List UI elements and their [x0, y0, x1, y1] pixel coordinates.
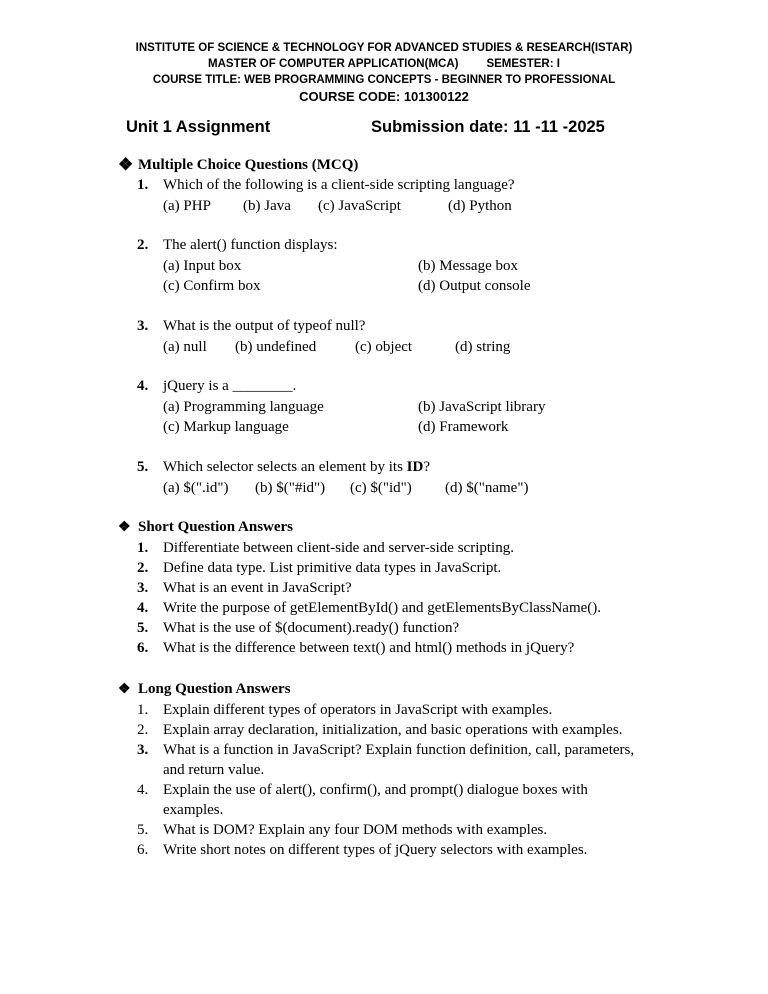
option-b: (b) Java — [243, 198, 291, 214]
question-text: What is the output of typeof null? — [163, 318, 366, 334]
option-a: (a) Programming language — [163, 399, 324, 415]
question-text — [163, 459, 430, 476]
option-b: (b) JavaScript library — [418, 399, 546, 415]
item-text: Write the purpose of getElementById() and getElementsByClassName(). — [163, 600, 602, 616]
mcq-heading-text: Multiple Choice Questions (MCQ) — [138, 156, 359, 173]
long-heading-text: Long Question Answers — [138, 681, 291, 697]
question-number: 1. — [137, 177, 149, 193]
semester: SEMESTER: I — [486, 58, 560, 70]
option-c: (c) object — [355, 339, 413, 355]
item-text: Differentiate between client-side and server-side scripting. — [163, 540, 514, 556]
item-text: Explain the use of alert(), confirm(), and prompt() dialogue boxes with — [163, 782, 588, 798]
option-a: (a) null — [163, 339, 207, 355]
option-d: (d) Framework — [418, 419, 509, 435]
option-c: (c) JavaScript — [318, 198, 401, 214]
item-text: What is DOM? Explain any four DOM methods with examples. — [163, 822, 548, 838]
diamond-bullet-icon: ❖ — [118, 155, 134, 174]
option-d: (d) Python — [448, 198, 512, 214]
short-answers-heading — [118, 519, 293, 536]
item-text-continued: and return value. — [163, 762, 265, 778]
item-number: 5. — [137, 620, 149, 636]
submission-date: Submission date: 11 -11 -2025 — [371, 118, 605, 136]
unit-title: Unit 1 Assignment — [126, 118, 271, 136]
question-number: 5. — [137, 459, 149, 475]
course-code: COURSE CODE: 101300122 — [299, 89, 469, 104]
question-text-part: ? — [423, 459, 431, 475]
item-number: 2. — [137, 560, 149, 576]
option-b: (b) $("#id") — [255, 480, 326, 496]
item-number: 4. — [137, 782, 149, 798]
item-text: What is a function in JavaScript? Explain function definition, call, parameters, — [163, 742, 635, 758]
course-title: COURSE TITLE: WEB PROGRAMMING CONCEPTS - BEGINNER TO PROFESSIONAL — [152, 74, 616, 86]
item-text: Define data type. List primitive data types in JavaScript. — [163, 560, 502, 576]
question-text: jQuery is a ________. — [163, 378, 297, 394]
item-number: 4. — [137, 600, 149, 616]
option-a: (a) PHP — [163, 198, 211, 214]
item-text-continued: examples. — [163, 802, 224, 818]
item-text: Explain array declaration, initialization, and basic operations with examples. — [163, 722, 623, 738]
option-d: (d) string — [455, 339, 511, 355]
question-number: 2. — [137, 237, 149, 253]
title-row — [126, 118, 686, 144]
item-number: 2. — [137, 722, 149, 738]
question-number: 4. — [137, 378, 149, 394]
item-number: 1. — [137, 540, 149, 556]
question-text: Which of the following is a client-side scripting language? — [163, 177, 515, 193]
option-a: (a) Input box — [163, 258, 242, 274]
item-number: 6. — [137, 842, 149, 858]
item-number: 3. — [137, 580, 149, 596]
item-text: Write short notes on different types of jQuery selectors with examples. — [163, 842, 588, 858]
item-text: What is the use of $(document).ready() function? — [163, 620, 460, 636]
short-heading-text: Short Question Answers — [138, 519, 294, 535]
item-number: 3. — [137, 742, 149, 758]
option-d: (d) Output console — [418, 278, 531, 294]
option-b: (b) Message box — [418, 258, 518, 274]
option-b: (b) undefined — [235, 339, 317, 355]
program-name: MASTER OF COMPUTER APPLICATION(MCA) — [208, 58, 459, 70]
diamond-bullet-icon: ❖ — [118, 682, 131, 697]
question-text-emphasis: ID — [406, 459, 424, 475]
institute-name: INSTITUTE OF SCIENCE & TECHNOLOGY FOR ADVANCED STUDIES & RESEARCH(ISTAR) — [135, 42, 633, 54]
item-text: Explain different types of operators in JavaScript with examples. — [163, 702, 553, 718]
item-number: 6. — [137, 640, 149, 656]
option-a: (a) $(".id") — [163, 480, 229, 496]
question-text-part: Which selector selects an element by its — [163, 459, 407, 475]
program-semester-line — [0, 56, 768, 72]
option-c: (c) Confirm box — [163, 278, 261, 294]
item-number: 1. — [137, 702, 149, 718]
option-c: (c) Markup language — [163, 419, 289, 435]
item-text: What is an event in JavaScript? — [163, 580, 352, 596]
diamond-bullet-icon: ❖ — [118, 520, 131, 535]
option-d: (d) $("name") — [445, 480, 529, 496]
long-answers-heading — [118, 681, 291, 698]
item-number: 5. — [137, 822, 149, 838]
document-header — [0, 40, 768, 105]
option-c: (c) $("id") — [350, 480, 412, 496]
item-text: What is the difference between text() and html() methods in jQuery? — [163, 640, 575, 656]
mcq-heading — [118, 155, 358, 175]
question-text: The alert() function displays: — [163, 237, 338, 253]
question-number: 3. — [137, 318, 149, 334]
